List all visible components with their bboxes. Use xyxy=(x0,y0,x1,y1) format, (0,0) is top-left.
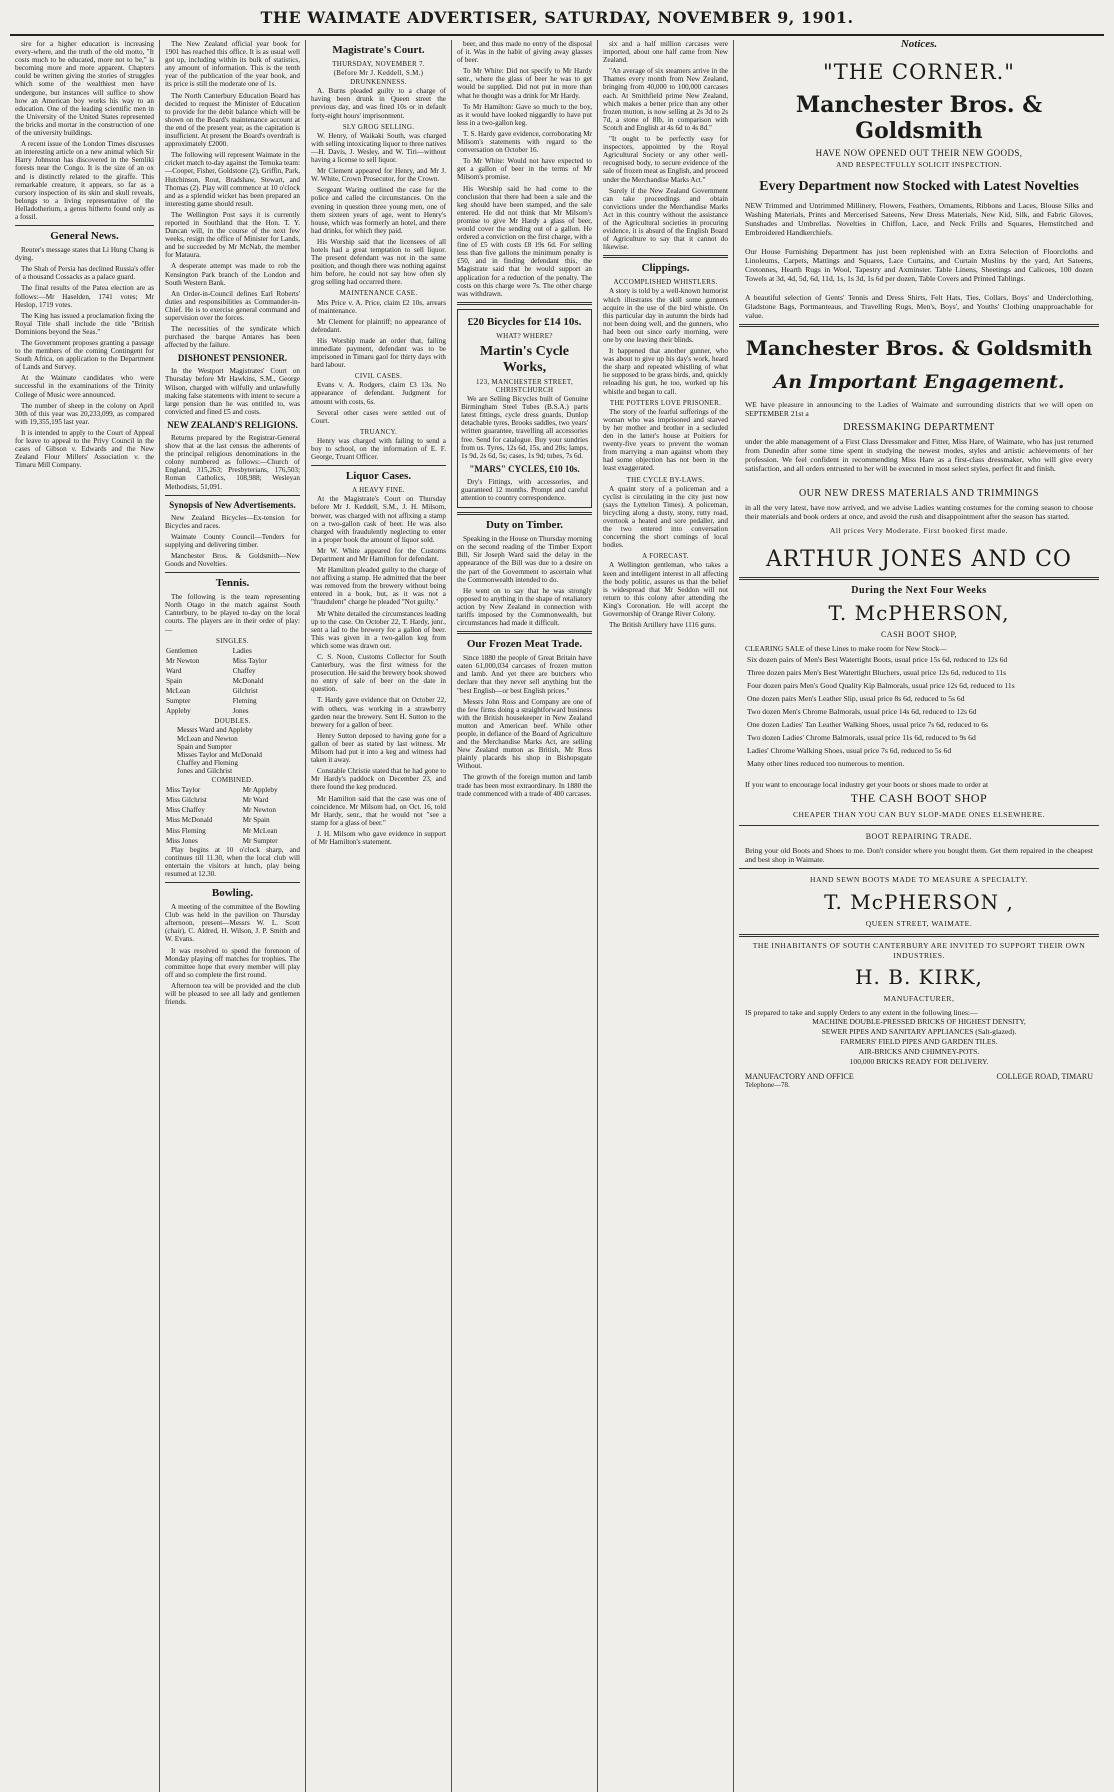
dateline: THURSDAY, NOVEMBER 7. xyxy=(332,60,425,68)
advert-heading: BOOT REPAIRING TRADE. xyxy=(865,832,973,842)
advert-text: NEW Trimmed and Untrimmed Millinery, Flowers, Feathers, Ornaments, Ribbons and Laces, Blouse Silks and Washing Materials, Prints and Mercerised Sateens, New Dress Materials, New Kid, Silk, and Fabric Gloves, Sunshades and Umbrellas. Novelties in Chiffon, Lace, and Neck Frills and Squares, Hemstitched and Embroidered Handkerchiefs. xyxy=(745,201,1093,238)
divider xyxy=(739,825,1099,826)
sub-heading: SINGLES. xyxy=(216,636,249,645)
article-paragraph: The growth of the foreign mutton and lamb trade has been most extraordinary. In 1880 the trade commenced with a trade of 400 carcases. xyxy=(457,773,592,798)
masthead: THE WAIMATE ADVERTISER, SATURDAY, NOVEMBER 9, 1901. xyxy=(10,8,1104,36)
advert-heading: During the Next Four Weeks xyxy=(851,585,987,597)
divider xyxy=(739,868,1099,869)
article-paragraph: Henry Sutton deposed to having gone for a gallon of beer as stated by last witness. Mr Milsom had put it into a keg and witness had taken it away. xyxy=(311,731,446,765)
column-2 xyxy=(160,40,306,1792)
player: Mr Spain xyxy=(242,816,270,825)
sub-heading: THE CYCLE BY-LAWS. xyxy=(626,475,705,484)
player: Appleby xyxy=(166,707,191,716)
sub-heading: THE POTTERS LOVE PRISONER. xyxy=(609,398,722,407)
advert-line: CASH BOOT SHOP, xyxy=(880,630,958,640)
section-heading: Duty on Timber. xyxy=(485,519,564,532)
advert-heading: THE CASH BOOT SHOP xyxy=(850,791,988,806)
article-paragraph: A desperate attempt was made to rob the Kensington Park branch of the London and South Western Bank. xyxy=(165,262,300,287)
product-line: AIR-BRICKS AND CHIMNEY-POTS. xyxy=(858,1047,980,1057)
doubles-pair: Chaffey and Fleming xyxy=(177,758,238,767)
firm-name: Manchester Bros. & Goldsmith xyxy=(745,336,1093,361)
synopsis-item: Waimate County Council—Tenders for supplying and delivering timber. xyxy=(165,532,300,549)
sub-heading: SLY GROG SELLING. xyxy=(342,122,415,131)
article-paragraph: To Mr Hamilton: Gave so much to the boy, as it would have looked niggardly to have put less in a two-gallon keg. xyxy=(457,102,592,127)
player: Mr Ward xyxy=(242,796,269,805)
sub-heading: ACCOMPLISHED WHISTLERS. xyxy=(613,278,718,287)
article-paragraph: six and a half million carcases were imported, about one half came from New Zealand. xyxy=(603,40,728,65)
firm-name: T. McPHERSON, xyxy=(828,601,1010,626)
article-paragraph: His Worship said he had come to the conclusion that there had been a sale and the keg should have been stamped, and the sale entered. He did not think that Mr Milsom's promise to give Mr Hardy a glass of beer, would cover the sending out of a gallon. He ordered a conviction on the first charge, with a fine of £5 with costs £8 19s 6d. For selling less than five gallons the minimum penalty is £50, and in finding defendant this, the Magistrate said that he would support an application for a reduction of the penalty. The costs on this charge were 7s. The other charge was withdrawn. xyxy=(457,184,592,298)
doubles-pair: Messrs Ward and Appleby xyxy=(177,726,253,735)
article-paragraph: Play begins at 10 o'clock sharp, and continues till 11.30, when the local club will entertain the visitors at lunch, play being resumed at 12.30. xyxy=(165,845,300,878)
article-paragraph: To Mr White: Did not specify to Mr Hardy senr., where the glass of beer he was to get would be supplied. Did not put in more than what he thought was a drink for Mr Hardy. xyxy=(457,67,592,100)
doubles-pair: Jones and Gilchrist xyxy=(177,766,233,775)
combined-table xyxy=(165,785,300,846)
spacer xyxy=(739,237,1099,247)
price-item: One dozen Ladies' Tan Leather Walking Shoes, usual price 7s 6d, reduced to 6s xyxy=(747,720,988,730)
article-paragraph: A meeting of the committee of the Bowling Club was held in the pavilion on Thursday afternoon, present—Messrs W. L. Scott (chair), C. Aldred, H. Wilson, J. P. Smith and W. Evans. xyxy=(165,903,300,944)
player: Miss Jones xyxy=(166,836,198,845)
advert-text: CLEARING SALE of these Lines to make room for New Stock— xyxy=(745,644,947,654)
product-line: SEWER PIPES AND SANITARY APPLIANCES (Salt-glazed). xyxy=(821,1027,1017,1037)
article-paragraph: Since 1880 the people of Great Britain have eaten 61,000,034 carcases of frozen mutton and lamb. And yet there are butchers who declare that they never sell anything but the "best English—or best English prices." xyxy=(457,654,592,695)
article-paragraph: Sergeant Waring outlined the case for the police and called the circumstances. On the evening in question three young men, one of them sixteen years of age, went to Henry's house, which was formerly an hotel, and there had drinks, for which they paid. xyxy=(311,186,446,235)
engagement-heading: An Important Engagement. xyxy=(773,371,1065,394)
article-paragraph: To Mr White: Would not have expected to get a gallon of beer in the terms of Mr Milsom's promise. xyxy=(457,157,592,182)
news-item: At the Waimate candidates who were successful in the examinations of the Trinity College of Music were announced. xyxy=(15,374,154,399)
price-item: Six dozen pairs of Men's Best Watertight Boots, usual price 15s 6d, reduced to 12s 6d xyxy=(747,655,1008,665)
player: Gilchrist xyxy=(232,687,258,696)
firm-name: H. B. KIRK, xyxy=(855,965,983,990)
article-paragraph: The Wellington Post says it is currently reported in Southland that the Hon. T. Y. Duncan will, in the course of the next few weeks, resign the office of Minister for Lands, and be succeeded by Mr McNab, the member for Mataura. xyxy=(165,210,300,260)
article-paragraph: T. Hardy gave evidence that on October 22, with others, was working in a strawberry garden near the brewery. Sent H. Sutton to the brewery for a gallon of beer. xyxy=(311,696,446,729)
columns xyxy=(10,40,1104,1792)
player: Mr Sumpter xyxy=(242,836,278,845)
article-paragraph: Returns prepared by the Registrar-General show that at the last census the adherents of the principal religious denominations in the colony numbered as follows:—Church of England, 315,263; Presbyterians, 176,503; Roman Catholics, 108,988; Wesleyan Methodists, 51,091. xyxy=(165,433,300,491)
advert-text: under the able management of a First Class Dressmaker and Fitter, Miss Hare, of Waimate, who has just returned from Dunedin after some time spent in studying the newest modes, styles and artistic achievements of her profession. We feel confident in recommending Miss Hare as a first-class dressmaker, who will give every satisfaction, and all orders entrusted to her will be executed in most select styles, perfect fit and finish. xyxy=(745,437,1093,474)
advert-line: THE INHABITANTS OF SOUTH CANTERBURY ARE INVITED TO SUPPORT THEIR OWN INDUSTRIES. xyxy=(752,941,1086,961)
player: Mr McLean xyxy=(242,826,278,835)
divider xyxy=(165,572,300,573)
article-paragraph: A story is told by a well-known humorist which illustrates the skill some gunners acquire in the use of the bird whistle. On this particular day in autumn the birds had not been doing well, and the gunners, who had been out since early morning, were one by one leaving their blinds. xyxy=(603,287,728,344)
singles-table xyxy=(165,646,300,717)
article-paragraph: Mr Hamilton pleaded guilty to the charge of not affixing a stamp. He admitted that the beer was removed from the brewery without being entered in a book, but, as it was not a "fraudulent" charge he pleaded "Not guilty." xyxy=(311,566,446,607)
sub-heading: A HEAVY FINE. xyxy=(352,486,405,495)
player: Ward xyxy=(166,666,182,675)
advert-heading: Every Department now Stocked with Latest Novelties xyxy=(759,179,1079,195)
article-paragraph: In the Westport Magistrates' Court on Thursday before Mr Hawkins, S.M., George Wilson, charged with wilfully and unlawfully making false statements with intent to secure a large pension than he was entitled to, was convicted and fined £5 and costs. xyxy=(165,367,300,416)
advert-line: HAVE NOW OPENED OUT THEIR NEW GOODS, xyxy=(815,148,1023,159)
article-paragraph: "It ought to be perfectly easy for inspectors, appointed by the Royal Agricultural Society or any other well-recognised body, to secure evidence of the sale of frozen meat as English, and proceed under the Merchandise Marks Act." xyxy=(603,135,728,184)
advert-subheading: DRESSMAKING DEPARTMENT xyxy=(843,422,995,434)
synopsis-item: Manchester Bros. & Goldsmith—New Goods and Novelties. xyxy=(165,551,300,569)
factory-label: MANUFACTORY AND OFFICE xyxy=(745,1072,854,1082)
advert-subheading: OUR NEW DRESS MATERIALS AND TRIMMINGS xyxy=(798,488,1040,500)
divider xyxy=(165,495,300,496)
column-3 xyxy=(306,40,452,1792)
sub-heading: DOUBLES. xyxy=(214,717,251,726)
doubles-pair: Spain and Sumpter xyxy=(177,742,232,751)
player: McLean xyxy=(166,687,190,696)
firm-name: T. McPHERSON , xyxy=(824,890,1014,915)
player: Miss Fleming xyxy=(166,826,206,835)
bicycle-advert xyxy=(457,309,592,508)
section-heading: DISHONEST PENSIONER. xyxy=(177,353,288,364)
price-item: Three dozen pairs Men's Best Watertight Bluchers, usual price 12s 6d, reduced to 11s xyxy=(747,668,1007,678)
article-paragraph: His Worship said that the licensees of all hotels had a great temptation to sell liquor. The present defendant was not in the same position, and though there was nothing against him before, he could not say how often sly grog selling had occurred there. xyxy=(311,237,446,287)
advert-line: QUEEN STREET, WAIMATE. xyxy=(865,919,973,929)
player: Miss McDonald xyxy=(166,816,213,825)
advert-text: A beautiful selection of Gents' Tennis and Dress Shirts, Felt Hats, Ties, Collars, Boys' and Underclothing, Gladstone Bags, Portmanteaus, and Travelling Rugs, Men's, Boys', and Youths' Clothing unapproachable for value. xyxy=(745,293,1093,321)
section-heading: Clippings. xyxy=(641,262,690,275)
telephone-label: Telephone—78. xyxy=(745,1081,790,1090)
advert-text: We are Selling Bicycles built of Genuine Birmingham Steel Tubes (B.S.A.) parts latest fittings, cycle dress guards, Dunlop detachable tyres, Brooks saddles, two years' written guarantee, travelling all accessories free. Send for catalogue. Buy your sundries from us. Tyres, 12s 6d, 15s, and 20s; lamps, 1s 9d, 2s 6d, 5s; cases, 1s 9d; tubes, 7s 6d. xyxy=(461,395,588,460)
player: Chaffey xyxy=(232,666,256,675)
section-heading: General News. xyxy=(50,230,119,243)
news-item: It is intended to apply to the Court of Appeal for leave to appeal to the Privy Council in the cases of Gibson v. Edwards and the New Zealand Flour Millers' Association v. the Timaru Mill Company. xyxy=(15,428,154,470)
article-paragraph: A recent issue of the London Times discusses an interesting article on a new animal which Sir Harry Johnston has discovered in the Semliki forests near the Congo. It is the size of an ox and is distinctly related to the giraffe. This remarkable creature, it appears, so far as a cursory inspection of its skin and skull reveals, belongs to a living representative of the Helladotherium, a genus hitherto found only as a fossil. xyxy=(15,140,154,221)
advertisements-column xyxy=(734,40,1104,1792)
sub-heading: A FORECAST. xyxy=(642,552,689,561)
advert-subheading: WHAT? WHERE? xyxy=(496,331,553,340)
divider xyxy=(739,324,1099,327)
sub-heading: TRUANCY. xyxy=(359,427,398,436)
article-paragraph: beer, and thus made no entry of the disposal of it. Was in the habit of giving away glasses of beer. xyxy=(457,40,592,65)
advert-text: in all the very latest, have now arrived, and we advise Ladies wanting costumes for the coming season to choose their materials and book orders at once, and avoid the rush and disappointment after the season has started. xyxy=(745,503,1093,522)
advert-text: Bring your old Boots and Shoes to me. Don't consider where you bought them. Get them repaired in the cheapest and best shop in Waimate. xyxy=(745,846,1093,865)
news-item: The number of sheep in the colony on April 30th of this year was 20,233,099, as compared with 19,355,195 last year. xyxy=(15,401,154,426)
divider xyxy=(739,934,1099,937)
product-line: MACHINE DOUBLE-PRESSED BRICKS OF HIGHEST DENSITY, xyxy=(812,1017,1026,1027)
doubles-list xyxy=(165,726,300,775)
article-paragraph: Mr White detailed the circumstances leading up to the case. On October 22, T. Hardy, junr., sent a lad to the brewery for a gallon of beer. This was given in a two-gallon keg from which some was drawn out. xyxy=(311,609,446,650)
divider xyxy=(739,577,1099,580)
firm-name: Manchester Bros. & Goldsmith xyxy=(795,92,1043,145)
player: Fleming xyxy=(232,697,257,706)
article-paragraph: The following will represent Waimate in the cricket match to-day against the Temuka team:—Cooper, Fisher, Goldstone (2), Griffin, Park, Hutchinson, Rout, Bradshaw, Stewart, and Thomas (2). Play will commence at 10 o'clock and as a splendid wicket has been prepared an interesting game should result. xyxy=(165,151,300,208)
divider xyxy=(603,255,728,258)
section-heading: Bowling. xyxy=(211,887,254,900)
advert-heading: £20 Bicycles for £14 10s. xyxy=(467,315,582,328)
article-paragraph: A quaint story of a policeman and a cyclist is circulating in the city just now (says the Lyttelton Times). A policeman, bicycling along a dusty, stony, rutty road, overtook a heated and sore pedaller, and the two entered into conversation concerning the short comings of local bodies. xyxy=(603,484,728,550)
article-paragraph: It happened that another gunner, who was about to give up his day's work, heard the sharp and repeated whistling of what he supposed to be grass birds, and, quickly reloading his gun, he too, worked up his whistle and began to call. xyxy=(603,347,728,396)
article-paragraph: The British Artillery have 1116 guns. xyxy=(609,621,716,630)
player: Miss Taylor xyxy=(232,656,267,665)
section-heading: Magistrate's Court. xyxy=(332,44,425,56)
divider xyxy=(165,882,300,883)
price-item: Four dozen pairs Men's Good Quality Kip Balmorals, usual price 12s 6d, reduced to 11s xyxy=(747,681,1015,691)
advert-text: Dry's Fittings, with accessories, and guaranteed 12 months. Prompt and careful attention to country correspondence. xyxy=(461,477,588,503)
article-paragraph: Constable Christie stated that he had gone to Mr Hardy's paddock on December 23, and there found the keg produced. xyxy=(311,767,446,792)
article-paragraph: Several other cases were settled out of Court. xyxy=(311,408,446,425)
advert-line: CHEAPER THAN YOU CAN BUY SLOP-MADE ONES ELSEWHERE. xyxy=(792,810,1046,820)
player: Miss Taylor xyxy=(166,786,201,795)
column-5 xyxy=(598,40,734,1792)
news-item: The Government proposes granting a passage to the members of the coming Contingent for South Africa, on application to the Department of Lands and Survey. xyxy=(15,339,154,372)
advert-line: All prices Very Moderate. First booked first made. xyxy=(829,526,1009,536)
news-item: The Shah of Persia has declined Russia's offer of a thousand Cossacks as a palace guard. xyxy=(15,265,154,282)
divider xyxy=(15,225,154,226)
article-paragraph: Speaking in the House on Thursday morning on the second reading of the Timber Export Bill, Sir Joseph Ward said the delay in the appearance of the Bill was due to a desire on the part of the Government to ascertain what the Commonwealth intended to do. xyxy=(457,535,592,584)
article-paragraph: T. S. Hardy gave evidence, corroborating Mr Milsom's statements with regard to the conversation on October 16. xyxy=(457,129,592,155)
spacer xyxy=(739,283,1099,293)
player: Spain xyxy=(166,677,183,685)
price-item: Many other lines reduced too numerous to mention. xyxy=(747,759,905,769)
divider xyxy=(457,302,592,305)
player: Miss Chaffey xyxy=(166,806,205,815)
section-heading: Tennis. xyxy=(215,577,250,590)
sub-heading: COMBINED. xyxy=(211,776,254,785)
news-item: Reuter's message states that Li Hung Chang is dying. xyxy=(15,246,154,263)
advert-line: AND RESPECTFULLY SOLICIT INSPECTION. xyxy=(836,160,1002,170)
divider xyxy=(457,631,592,634)
corner-heading: "THE CORNER." xyxy=(823,60,1015,85)
player: Mr Newton xyxy=(166,656,200,665)
advert-heading: "MARS" CYCLES, £10 10s. xyxy=(469,463,580,474)
address-label: COLLEGE ROAD, TIMARU xyxy=(996,1072,1093,1082)
article-paragraph: A. Burns pleaded guilty to a charge of having been drunk in Queen street the previous day, and was fined 10s or in default forty-eight hours' imprisonment. xyxy=(311,87,446,120)
byline: (Before Mr J. Keddell, S.M.) xyxy=(333,69,424,78)
sub-heading: DRUNKENNESS. xyxy=(350,78,407,87)
article-paragraph: An Order-in-Council defines Earl Roberts' duties and responsibilities as Commander-in-Chief. He is to exercise general command and supervision over the forces. xyxy=(165,289,300,322)
article-paragraph: Surely if the New Zealand Government can take proceedings and obtain convictions under the Merchandise Marks Act in this country without the assistance of the Agricultural societies in procuring evidence, it is absurd of the English Board of Agriculture to say that it cannot do likewise. xyxy=(603,186,728,252)
advert-text: Our House Furnishing Department has just been replenished with an Extra Selection of Floorcloths and Linoleums, Carpets, Mattings and Squares, Lace Curtains, and Curtain Muslins by the yard, Art Sateens, Cretonnes, Hearth Rugs in Wool, Tapestry and Axminster. Table Linens, Sheetings and Calicoes, 100 dozen Towels at 3d, 4d, 5d, 6d, 11d, 1s, 1s 3d, 1s 6d per dozen, Table Covers and Printed Tablings. xyxy=(745,247,1093,284)
doubles-pair: McLean and Newton xyxy=(177,734,238,743)
section-heading: Liquor Cases. xyxy=(345,470,412,483)
column-header: Gentlemen xyxy=(166,646,198,655)
article-paragraph: C. S. Noon, Customs Collector for South Canterbury, was the first witness for the prosecution. He said the brewery book showed no entry of sale of beer on the date in question. xyxy=(311,653,446,694)
advert-line: MANUFACTURER, xyxy=(883,994,955,1004)
article-paragraph: Mrs Price v. A. Price, claim £2 10s, arrears of maintenance. xyxy=(311,298,446,315)
article-paragraph: Mr Clement for plaintiff; no appearance of defendant. xyxy=(311,317,446,334)
news-item: The King has issued a proclamation fixing the Royal Title shall include the title "British Dominions beyond the Seas." xyxy=(15,311,154,336)
article-paragraph: The North Canterbury Education Board has decided to request the Minister of Education to provide for the debit balance which will be shown on the Board's maintenance account at the end of the present year, as the capitation is insufficient. At present the Board's overdraft is approximately £2000. xyxy=(165,91,300,149)
advert-text: IS prepared to take and supply Orders to any extent in the following lines:— xyxy=(745,1008,978,1018)
synopsis-item: New Zealand Bicycles—Ex-tension for Bicycles and races. xyxy=(165,513,300,530)
column-header: Ladies xyxy=(232,646,252,655)
price-item: Two dozen Ladies' Chrome Balmorals, usual price 11s 6d, reduced to 9s 6d xyxy=(747,733,976,743)
advert-text: WE have pleasure in announcing to the Ladies of Waimate and surrounding districts that we will open on SEPTEMBER 21st a xyxy=(745,400,1093,419)
article-paragraph: Henry was charged with failing to send a boy to school, on the information of E. F. George, Truant Officer. xyxy=(311,436,446,462)
article-paragraph: The story of the fearful sufferings of the woman who was imprisoned and starved by her mother and brother in a secluded den in the latter's house at Poitiers for twenty-five years to prevent the woman from marrying a man against whom they had some objection has not been in the least exaggerated. xyxy=(603,407,728,473)
article-paragraph: Evans v. A. Rodgers, claim £3 13s. No appearance of defendant. Judgment for amount with costs, 6s. xyxy=(311,381,446,406)
notices-heading: Notices. xyxy=(900,40,938,50)
advert-text: If you want to encourage local industry get your boots or shoes made to order at xyxy=(745,780,989,790)
news-item: The final results of the Patea election are as follows:—Mr Haselden, 1741 votes; Mr Heslop, 1719 votes. xyxy=(15,284,154,309)
divider xyxy=(457,512,592,515)
article-paragraph: Mr Clement appeared for Henry, and Mr J. W. White, Crown Prosecutor, for the Crown. xyxy=(311,167,446,184)
player: Sumpter xyxy=(166,697,191,706)
shop-address: 123, MANCHESTER STREET, CHRISTCHURCH xyxy=(476,377,573,394)
price-item: Two dozen Men's Chrome Balmorals, usual price 14s 6d, reduced to 12s 6d xyxy=(747,707,977,717)
player: McDonald xyxy=(232,677,264,685)
advert-line: HAND SEWN BOOTS MADE TO MEASURE A SPECIALTY. xyxy=(810,875,1028,885)
spacer xyxy=(739,770,1099,780)
section-heading: Our Frozen Meat Trade. xyxy=(466,638,583,651)
doubles-pair: Misses Taylor and McDonald xyxy=(177,750,263,759)
article-paragraph: It was resolved to spend the forenoon of Monday playing off matches for trophies. The committee hope that every member will play off and so complete the first round. xyxy=(165,946,300,979)
article-paragraph: "An average of six steamers arrive in the Thames every month from New Zealand, bringing from 40,000 to 100,000 carcases each. At Smithfield prime New Zealand, which makes a better price than any other frozen mutton, is now selling at 2s 3d to 2s 7d, a stone of 8lb, in comparison with Scotch and English at 4s 6d to 4s 8d." xyxy=(603,67,728,132)
shop-name: Martin's Cycle Works, xyxy=(479,343,570,375)
article-paragraph: A Wellington gentleman, who takes a keen and intelligent interest in all affecting the body politic, assures us that the belief is widespread that Mr Seddon will not return to this colony after attending the King's Coronation. He will accept the Governorship of Orange River Colony. xyxy=(603,561,728,618)
price-item: Ladies' Chrome Walking Shoes, usual price 7s 6d, reduced to 5s 6d xyxy=(747,746,952,756)
product-line: 100,000 BRICKS READY FOR DELIVERY. xyxy=(849,1057,989,1067)
article-paragraph: J. H. Milsom who gave evidence in support of Mr Hamilton's statement. xyxy=(311,829,446,846)
player: Mr Appleby xyxy=(242,786,278,795)
firm-name: ARTHUR JONES AND CO xyxy=(766,547,1072,573)
article-paragraph: Mr Hamilton said that the case was one of coincidence. Mr Milsom had, on Oct. 16, told Mr Hardy, senr., that he would not "see a stamp for a glass of beer." xyxy=(311,794,446,827)
player: Miss Gilchrist xyxy=(166,796,207,805)
sub-heading: MAINTENANCE CASE. xyxy=(339,289,418,298)
player: Jones xyxy=(232,707,249,716)
price-item: One dozen pairs Men's Leather Slip, usual price 8s 6d, reduced to 5s 6d xyxy=(747,694,965,704)
column-1 xyxy=(10,40,160,1792)
article-paragraph: The following is the team representing North Otago in the match against South Canterbury, to be played to-day on the local courts. The players are in their order of play:— xyxy=(165,593,300,634)
section-heading: NEW ZEALAND'S RELIGIONS. xyxy=(167,419,298,430)
player: Mr Newton xyxy=(242,806,276,815)
article-paragraph: The New Zealand official year book for 1901 has reached this office. It is as usual well got up, including within its bulk of statistics, any amount of information. This is the tenth year of the publication of the year book, and its price is still the moderate one of 1s. xyxy=(165,40,300,89)
article-paragraph: Mr W. White appeared for the Customs Department and Mr Hamilton for defendant. xyxy=(311,546,446,563)
article-paragraph: W. Henry, of Waikaki South, was charged with selling intoxicating liquor to three natives—H. Davis, J. Wesley, and W. Tiri—without having a license to sell liquor. xyxy=(311,131,446,165)
section-heading: Synopsis of New Advertisements. xyxy=(169,499,296,510)
article-paragraph: The necessities of the syndicate which purchased the barque Antares has been affected by the failure. xyxy=(165,325,300,350)
product-line: FARMERS' FIELD PIPES AND GARDEN TILES. xyxy=(840,1037,998,1047)
article-paragraph: At the Magistrate's Court on Thursday before Mr J. Keddell, S.M., J. H. Milsom, brewer, was charged with not affixing a stamp on a two-gallon cask of beer. He was also charged with fraudulently neglecting to enter in a proper book the amount of liquor sold. xyxy=(311,495,446,544)
article-paragraph: Messrs John Ross and Company are one of the few firms doing a straightforward business with the British housekeeper in New Zealand mutton and American beef. While other people, in defiance of the Board of Agriculture and the Merchandise Marks Act, are selling New Zealand mutton as British, Mr Ross plainly placards his shop in Bishopsgate Without. xyxy=(457,697,592,771)
kirk-footer xyxy=(739,1073,1099,1081)
article-paragraph: His Worship made an order that, failing immediate payment, defendant was to be imprisoned in Timaru gaol for thirty days with hard labour. xyxy=(311,336,446,370)
divider xyxy=(311,465,446,466)
sub-heading: CIVIL CASES. xyxy=(354,372,403,381)
column-4 xyxy=(452,40,598,1792)
article-paragraph: sire for a higher education is increasing every-where, and the truth of the old motto, "It costs much to be educated, more not to be," is becoming more and more apparent. Chapters could be written giving the stories of struggles which some of the wealthiest men have undergone, but instances will suffice to show how an American boy works his way to an education. One of the leading scientific men in the University of the United States represented the bricks and mortar in the construction of one of the university buildings. xyxy=(15,40,154,138)
article-paragraph: He went on to say that he was strongly opposed to anything in the shape of retaliatory action by New Zealand in connection with tariffs imposed by the Commonwealth, but circumstances had made it difficult. xyxy=(457,586,592,628)
article-paragraph: Afternoon tea will be provided and the club will be pleased to see all lady and gentlemen friends. xyxy=(165,981,300,1007)
